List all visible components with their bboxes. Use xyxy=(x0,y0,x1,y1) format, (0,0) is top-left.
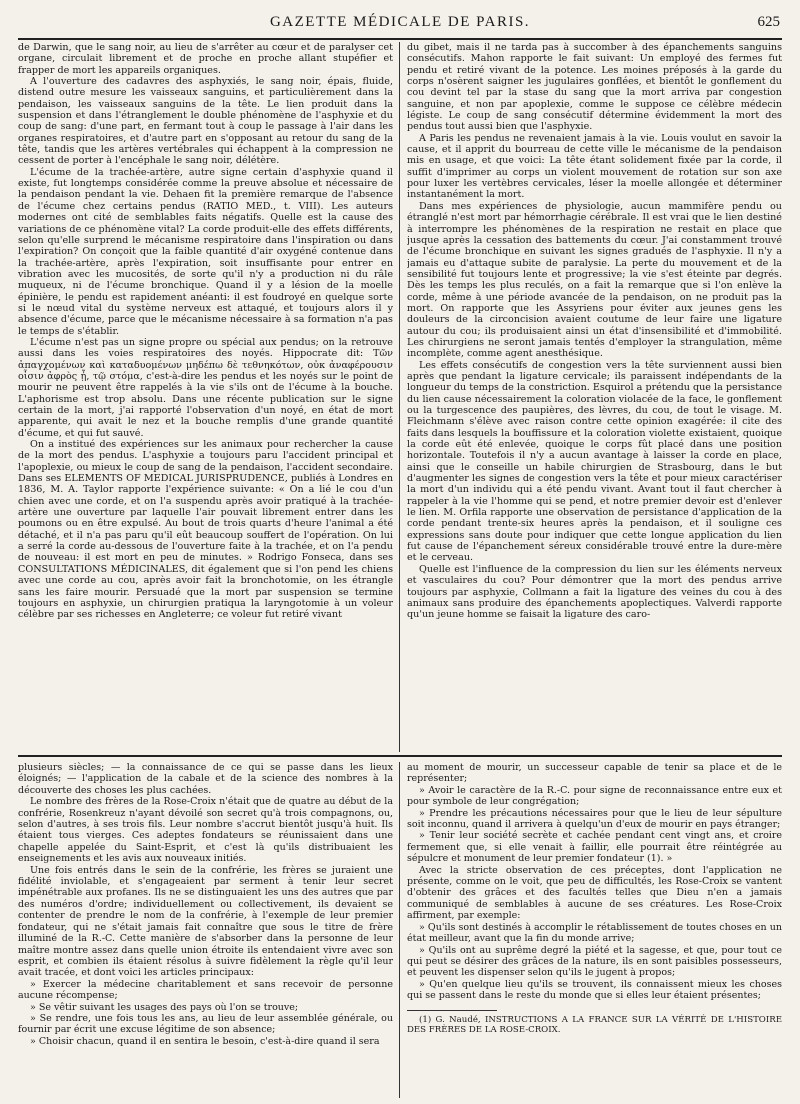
main-article-left-column xyxy=(18,42,393,752)
paragraph: plusieurs siècles; — la connaissance de ce qui se passe dans les lieux éloignés; — l'application de la cabale et de la science des nombres à la découverte des choses les plus cachées. xyxy=(18,762,393,796)
journal-page xyxy=(18,10,782,1100)
paragraph: L'écume n'est pas un signe propre ou spécial aux pendus; on la retrouve aussi dans les voies respiratoires des noyés. Hippocrate dit: Τῶν ἀπαγχομένων καὶ καταδυομένων μηδέπω δὲ τεθνηκότων, οὐκ ἀναφέρουσιν οἷσιν ἀφρὸς ᾖ, τῷ στόμα, c'est-à-dire les pendus et les noyés sur le point de mourir ne peuvent être rappelés à la vie s'ils ont de l'écume à la bouche. L'aphorisme est trop absolu. Dans une récente publication sur le signe certain de la mort, j'ai rapporté l'observation d'un noyé, en état de mort apparente, qui avait le nez et la bouche remplis d'une grande quantité d'écume, et qui fut sauvé. xyxy=(18,336,393,439)
feuilleton-right-column xyxy=(407,762,782,1098)
paragraph: Quelle est l'influence de la compression du lien sur les éléments nerveux et vasculaires du cou? Pour démontrer que la mort des pendus arrive toujours par asphyxie, Collmann a fait la ligature des veines du cou à des animaux sans produire des épanchements apoplectiques. Valverdi rapporte qu'un jeune homme se faisait la ligature des caro- xyxy=(407,563,782,621)
list-item: » Tenir leur société secrète et cachée pendant cent vingt ans, et croire fermement que, si elle venait à faillir, elle pourrait être réintégrée au sépulcre et monument de leur premier fondateur (1). » xyxy=(407,830,782,865)
journal-title: GAZETTE MÉDICALE DE PARIS. xyxy=(269,14,531,30)
paragraph: de Darwin, que le sang noir, au lieu de s'arrêter au cœur et de paralyser cet organe, circulait librement et de proche en proche allant stupéfier et frapper de mort les appareils organiques. xyxy=(18,42,393,76)
paragraph: L'écume de la trachée-artère, autre signe certain d'asphyxie quand il existe, fut longtemps considérée comme la preuve absolue et nécessaire de la pendaison pendant la vie. Dehaen fit la première remarque de l'absence de l'écume chez certains pendus (RATIO MED., t. VIII). Les auteurs modernes ont cité de semblables faits négatifs. Quelle est la cause des variations de ce phénomène vital? La corde produit-elle des effets différents, selon qu'elle surprend le mécanisme respiratoire dans l'inspiration ou dans l'expiration? On conçoit que la faible quantité d'air oxygéné contenue dans la trachée-artère, après l'expiration, soit insuffisante pour entrer en vibration avec les mucosités, de sorte qu'il n'y a production ni du râle muqueux, ni de l'écume bronchique. Quand il y a lésion de la moelle épinière, le pendu est rapidement anéanti: il est foudroyé en quelque sorte si le nœud vital du système nerveux est attaqué, et toujours alors il y absence d'écume, parce que le mécanisme nécessaire à sa formation n'a pas le temps de s'établir. xyxy=(18,166,393,337)
list-item: » Prendre les précautions nécessaires pour que le lieu de leur sépulture soit inconnu, quand il arrivera à quelqu'un d'eux de mourir en pays étranger; xyxy=(407,807,782,831)
paragraph: Le nombre des frères de la Rose-Croix n'était que de quatre au début de la confrérie, Rosenkreuz n'ayant dévoilé son secret qu'à trois compagnons, ou, selon d'autres, à ses trois fils. Leur nombre s'accrut bientôt jusqu'à huit. Ils étaient tous vierges. Ces adeptes fondateurs se réunissaient dans une chapelle appelée du Saint-Esprit, et c'est là qu'ils distribuaient les enseignements et les avis aux nouveaux initiés. xyxy=(18,796,393,865)
footnote-rule xyxy=(407,1010,497,1011)
list-item: » Qu'ils sont destinés à accomplir le rétablissement de toutes choses en un état meilleur, avant que la fin du monde arrive; xyxy=(407,921,782,945)
main-article xyxy=(18,42,782,752)
list-item: » Qu'en quelque lieu qu'ils se trouvent, ils connaissent mieux les choses qui se passent dans le reste du monde que si elles leur étaient présentes; xyxy=(407,978,782,1002)
paragraph: A Paris les pendus ne revenaient jamais à la vie. Louis voulut en savoir la cause, et il apprit du bourreau de cette ville le mécanisme de la pendaison mis en usage, et que voici: La tête étant solidement fixée par la corde, il suffit d'imprimer au corps un violent mouvement de rotation sur son axe pour luxer les vertèbres cervicales, léser la moelle allongée et déterminer instantanément la mort. xyxy=(407,132,782,201)
feuilleton-left-column xyxy=(18,762,393,1098)
list-item: » Exercer la médecine charitablement et sans recevoir de personne aucune récompense; xyxy=(18,978,393,1002)
paragraph: au moment de mourir, un successeur capable de tenir sa place et de le représenter; xyxy=(407,762,782,785)
list-item: » Choisir chacun, quand il en sentira le besoin, c'est-à-dire quand il sera xyxy=(30,1035,380,1047)
page-header xyxy=(18,10,782,40)
paragraph: Avec la stricte observation de ces préceptes, dont l'application ne présente, comme on le voit, que peu de difficultés, les Rose-Croix se vantent d'obtenir des grâces et des facultés telles que Dieu n'en a jamais communiqué de semblables à aucune de ses créatures. Les Rose-Croix affirment, par exemple: xyxy=(407,864,782,922)
list-item: » Se vêtir suivant les usages des pays où l'on se trouve; xyxy=(30,1001,299,1013)
list-item: » Qu'ils ont au suprême degré la piété et la sagesse, et que, pour tout ce qui peut se désirer des grâces de la nature, ils en sont paisibles possesseurs, et peuvent les dispenser selon qu'ils le jugent à propos; xyxy=(407,944,782,979)
column-divider xyxy=(399,42,400,752)
footnote: (1) G. Naudé, INSTRUCTIONS A LA FRANCE SUR LA VÉRITÉ DE L'HISTOIRE DES FRÈRES DE LA ROSE-CROIX. xyxy=(407,1014,782,1036)
paragraph: Les effets consécutifs de congestion vers la tête surviennent aussi bien après que pendant la ligature cervicale; ils paraissent indépendants de la longueur du temps de la constriction. Esquirol a prétendu que la persistance du lien cause nécessairement la coloration violacée de la face, le gonflement ou la turgescence des paupières, des lèvres, du cou, de tout le visage. M. Fleichmann s'élève avec raison contre cette opinion exagérée: il cite des faits dans lesquels la bouffissure et la coloration violette existaient, quoique la corde eût été enlevée, quoique le corps fût placé dans une position horizontale. Toutefois il n'y a aucun avantage à laisser la corde en place, ainsi que le conseille un habile chirurgien de Strasbourg, dans le but d'augmenter les signes de congestion vers la tête et pour mieux caractériser la mort d'un individu qui a été pendu vivant. Avant tout il faut chercher à rappeler à la vie l'homme qui se pend, et notre premier devoir est d'enlever le lien. M. Orfila rapporte une observation de persistance d'application de la corde pendant trente-six heures après la pendaison, et il souligne ces expressions sans doute pour indiquer que cette longue application du lien fut cause de l'épanchement séreux considérable trouvé entre la dure-mère et le cerveau. xyxy=(407,359,782,564)
feuilleton-article xyxy=(18,762,782,1098)
paragraph: A l'ouverture des cadavres des asphyxiés, le sang noir, épais, fluide, distend outre mesure les vaisseaux sanguins, et particulièrement dans la pendaison, les vaisseaux sanguins de la tête. Le lien produit dans la suspension et dans l'étranglement le double phénomène de l'asphyxie et du coup de sang: d'une part, en fermant tout à coup le passage à l'air dans les organes respiratoires, et d'autre part en s'opposant au retour du sang de la tête, tandis que les artères vertébrales qui échappent à la compression ne cessent de porter à l'encéphale le sang noir, délétère. xyxy=(18,76,393,167)
list-item: » Se rendre, une fois tous les ans, au lieu de leur assemblée générale, ou fournir par écrit une excuse légitime de son absence; xyxy=(18,1012,393,1036)
main-article-right-column xyxy=(407,42,782,752)
paragraph: Une fois entrés dans le sein de la confrérie, les frères se juraient une fidélité inviolable, et s'engageaient par serment à tenir leur secret impénétrable aux profanes. Ils ne se distinguaient les uns des autres que par des numéros d'ordre; individuellement ou collectivement, ils devaient se contenter de prendre le nom de la confrérie, à l'exemple de leur premier fondateur, qui ne s'était jamais fait connaître que sous le titre de frère illuminé de la R.-C. Cette manière de s'absorber dans la personne de leur maître montre assez dans quelle union étroite ils entendaient vivre avec son esprit, et combien ils étaient résolus à suivre fidèlement la règle qu'il leur avait tracée, et dont voici les articles principaux: xyxy=(18,864,393,979)
page-number: 625 xyxy=(757,14,780,30)
paragraph: du gibet, mais il ne tarda pas à succomber à des épanchements sanguins consécutifs. Mahon rapporte le fait suivant: Un employé des fermes fut pendu et retiré vivant de la potence. Les moines préposés à la garde du corps n'osèrent saigner les jugulaires gonflées, et bientôt le gonflement du cou devint tel par la stase du sang que la mort arriva par congestion sanguine, et non par apoplexie, comme le suppose ce célèbre médecin légiste. Le coup de sang consécutif détermine évidemment la mort des pendus tout aussi bien que l'asphyxie. xyxy=(407,42,782,133)
paragraph: Dans mes expériences de physiologie, aucun mammifère pendu ou étranglé n'est mort par hémorrhagie cérébrale. Il est vrai que le lien destiné à interrompre les phénomènes de la respiration ne restait en place que jusque après la cessation des battements du cœur. J'ai constamment trouvé de l'écume bronchique en suivant les signes gradués de l'asphyxie. Il n'y a jamais eu d'attaque subite de paralysie. La perte du mouvement et de la sensibilité fut toujours lente et progressive; la vie s'est éteinte par degrés. Dès les temps les plus reculés, on a fait la remarque que si l'on enlève la corde, même à une période avancée de la pendaison, on ne produit pas la mort. On rapporte que les Assyriens pour éviter aux jeunes gens les douleurs de la circoncision avaient coutume de leur faire une ligature autour du cou; ils produisaient ainsi un état d'insensibilité et d'immobilité. Les chirurgiens ne seront jamais tentés d'employer la strangulation, même incomplète, comme agent anesthésique. xyxy=(407,200,782,360)
paragraph: On a institué des expériences sur les animaux pour rechercher la cause de la mort des pendus. L'asphyxie a toujours paru l'accident principal et l'apoplexie, ou mieux le coup de sang de la pendaison, l'accident secondaire. Dans ses ELEMENTS OF MEDICAL JURISPRUDENCE, publiés à Londres en 1836, M. A. Taylor rapporte l'expérience suivante: « On a lié le cou d'un chien avec une corde, et on l'a suspendu après avoir pratiqué à la trachée-artère une ouverture par laquelle l'air pouvait librement entrer dans les poumons ou en être expulsé. Au bout de trois quarts d'heure l'animal a été détaché, et il n'a pas paru qu'il eût beaucoup souffert de l'opération. On lui a serré la corde au-dessous de l'ouverture faite à la trachée, et on l'a pendu de nouveau: il est mort en peu de minutes. » Rodrigo Fonseca, dans ses CONSULTATIONS MÉDICINALES, dit également que si l'on pend les chiens avec une corde au cou, après avoir fait la bronchotomie, on les étrangle sans les faire mourir. Persuadé que la mort par suspension se termine toujours en asphyxie, un chirurgien pratiqua la laryngotomie à un voleur célèbre par ses richesses en Angleterre; ce voleur fut retiré vivant xyxy=(18,439,393,621)
list-item: » Avoir le caractère de la R.-C. pour signe de reconnaissance entre eux et pour symbole de leur congrégation; xyxy=(407,784,782,808)
section-divider xyxy=(18,755,782,757)
column-divider xyxy=(399,762,400,1098)
